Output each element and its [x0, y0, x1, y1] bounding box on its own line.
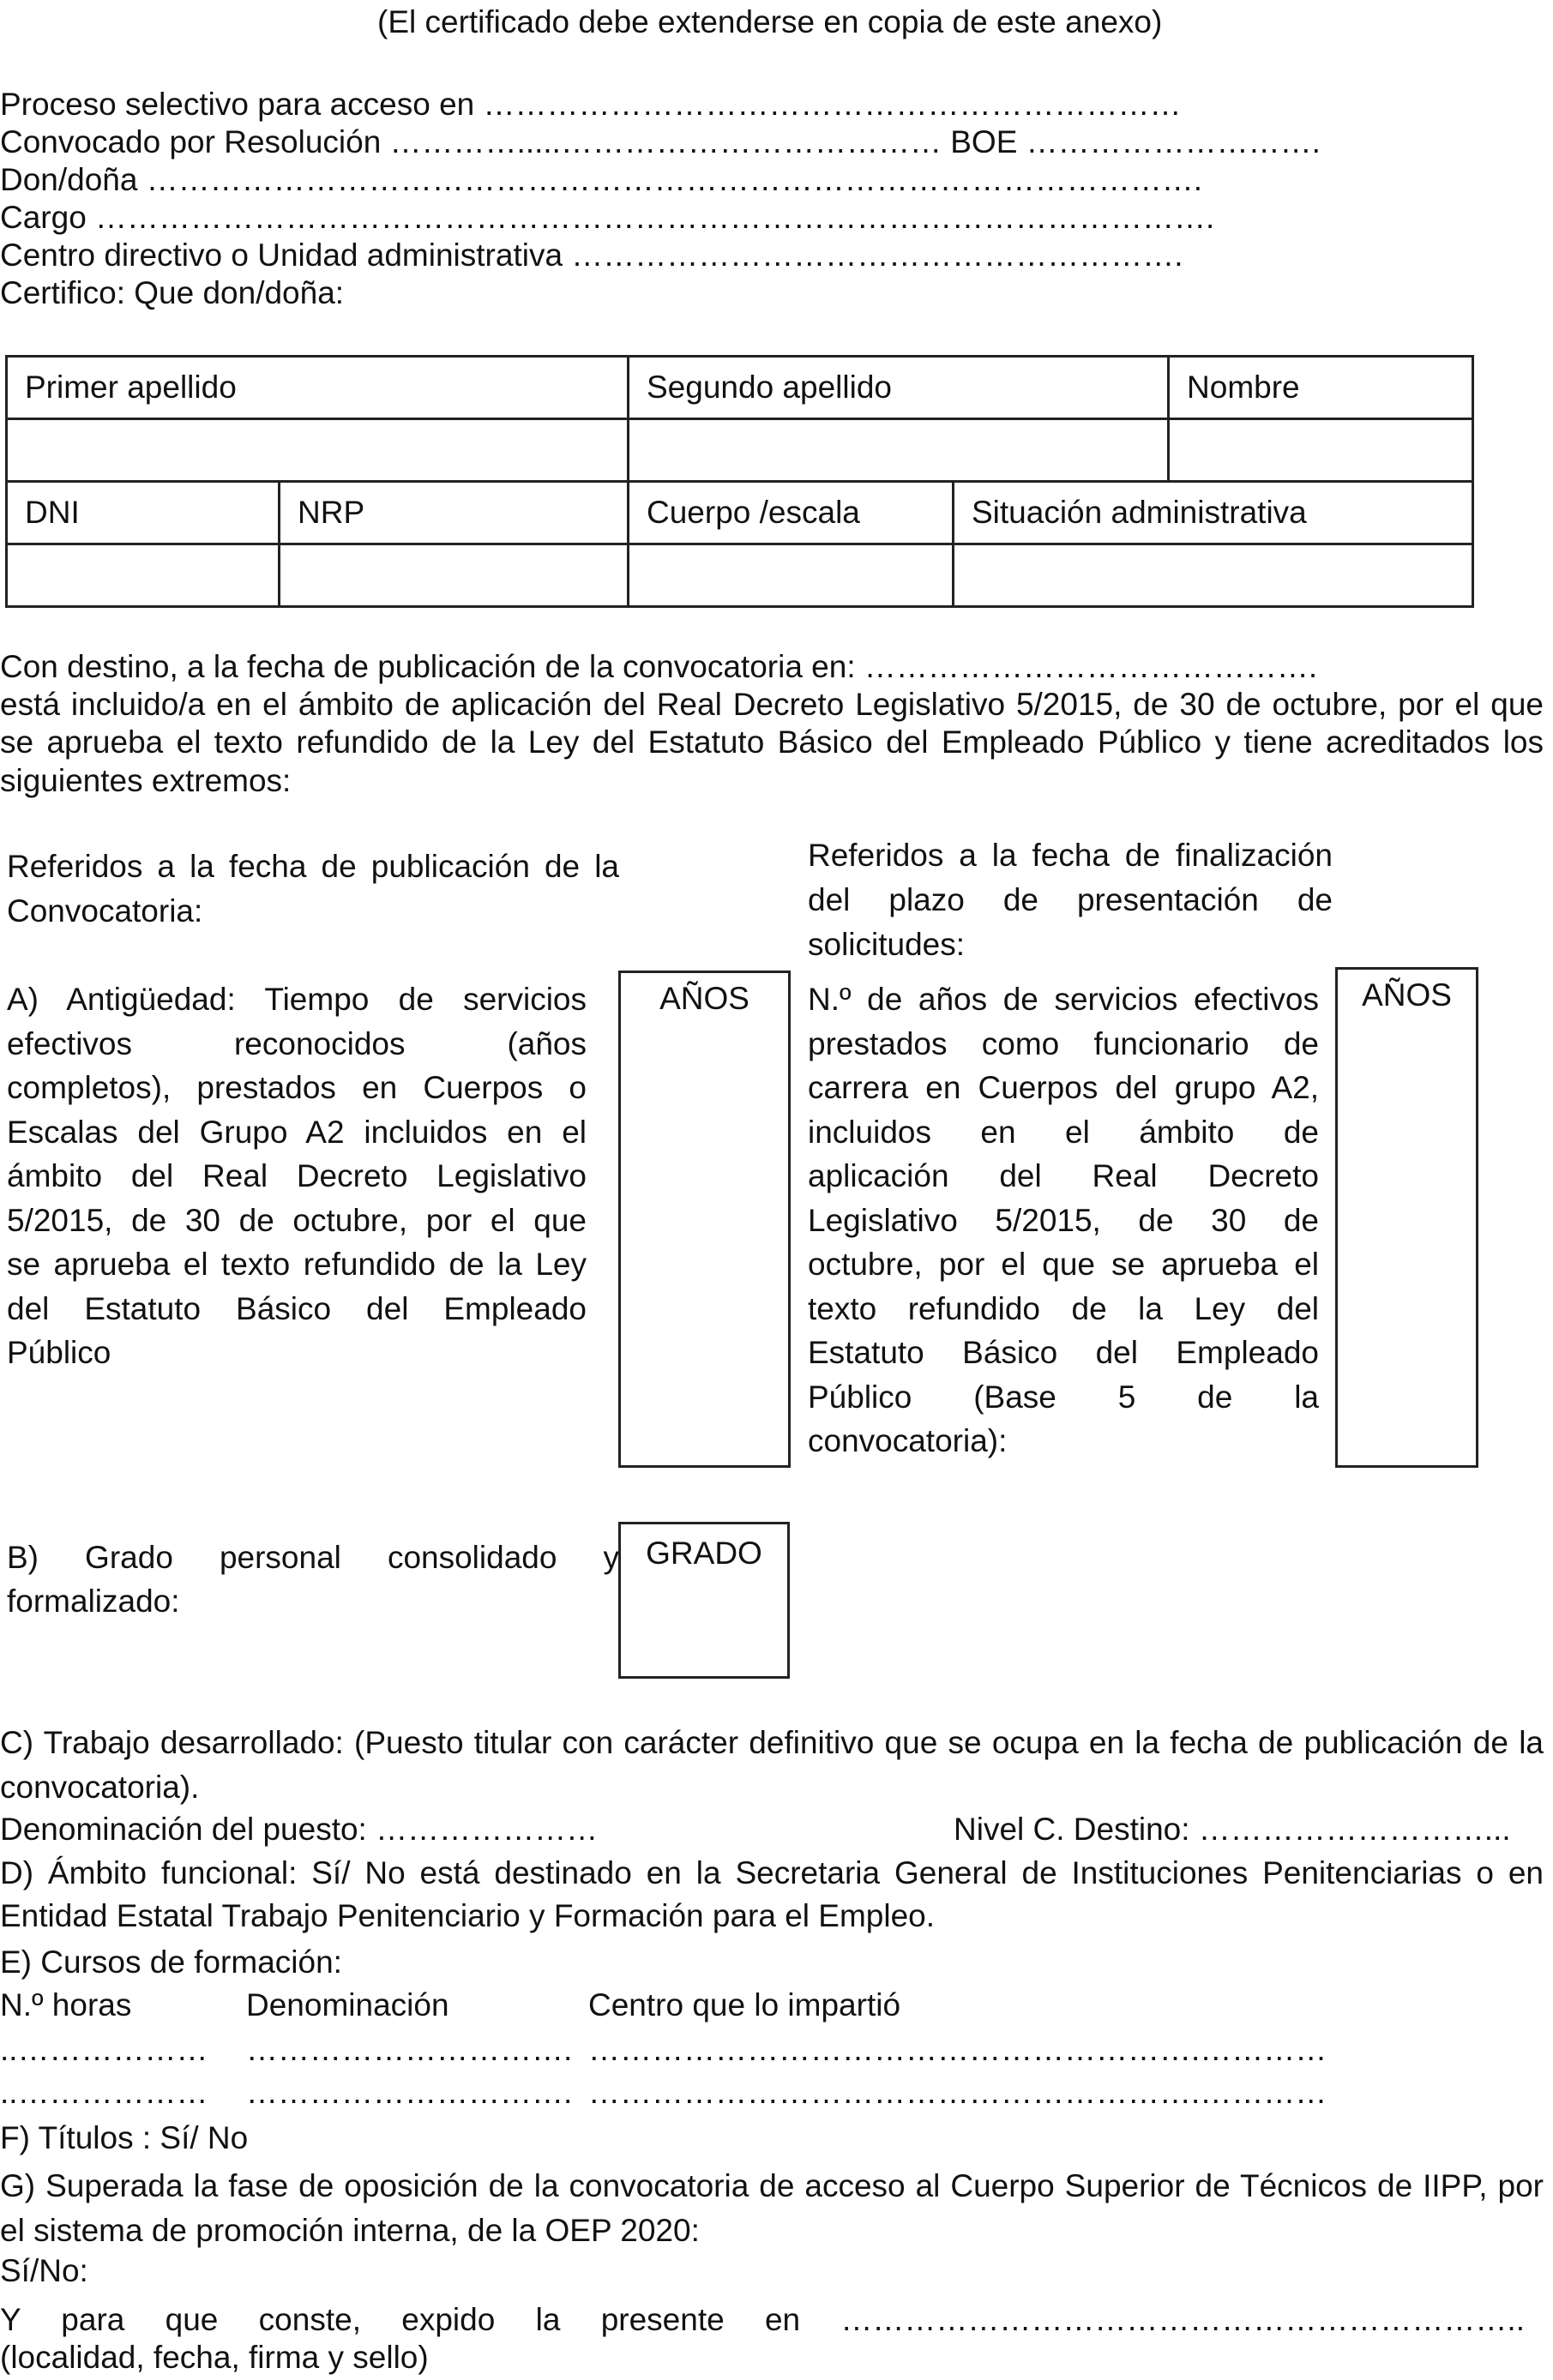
- section-f-text: F) Títulos : Sí/ No: [0, 2120, 249, 2155]
- field-proceso: Proceso selectivo para acceso en …………………………………………………………: [0, 87, 1182, 122]
- header-nombre: Nombre: [1169, 357, 1473, 419]
- section-a-line: se aprueba el texto refundido de la Ley: [7, 1247, 587, 1282]
- anos-box-left[interactable]: [618, 971, 791, 1468]
- destino-paragraph: está incluido/a en el ámbito de aplicación del Real Decreto Legislativo 5/2015, de 30 de octubre, por el que se aprueba el texto refundido de la Ley del Estatuto Básico del Empleado Público y tiene acreditados los siguientes extremos:: [0, 687, 1544, 798]
- section-a-right-line: octubre, por el que se aprueba el: [808, 1247, 1319, 1282]
- col-right-heading-line: Referidos a la fecha de finalización: [808, 838, 1333, 873]
- input-situacion-administrativa[interactable]: [954, 544, 1473, 607]
- col-right-heading-line: solicitudes:: [808, 927, 966, 962]
- courses-header-horas: N.º horas: [0, 1987, 132, 2022]
- destino-line: Con destino, a la fecha de publicación de la convocatoria en: …………………………………….: [0, 649, 1318, 684]
- courses-header-denominacion: Denominación: [246, 1987, 449, 2022]
- course-row-1-horas: ..………………: [0, 2032, 208, 2067]
- section-e-title: E) Cursos de formación:: [0, 1944, 342, 1980]
- courses-header-centro: Centro que lo impartió: [588, 1987, 901, 2022]
- section-a-right-line: prestados como funcionario de: [808, 1025, 1319, 1061]
- denominacion-field: Denominación del puesto: …………………: [0, 1812, 599, 1847]
- anos-label: AÑOS: [659, 981, 749, 1016]
- col-right-heading-line: del plazo de presentación de: [808, 882, 1333, 917]
- course-row-2-horas: ..………………: [0, 2075, 208, 2110]
- section-g-answer: Sí/No:: [0, 2253, 88, 2288]
- header-note: (El certificado debe extenderse en copia de este anexo): [377, 4, 1163, 39]
- header-situacion-administrativa: Situación administrativa: [954, 482, 1473, 544]
- input-nombre[interactable]: [1169, 419, 1473, 482]
- grado-label: GRADO: [646, 1536, 762, 1571]
- id-table: [5, 355, 1474, 608]
- field-cargo: Cargo …………………………………………………………………………………………….: [0, 200, 1215, 235]
- header-primer-apellido: Primer apellido: [7, 357, 629, 419]
- section-a-right-line: Público (Base 5 de la: [808, 1379, 1319, 1415]
- field-convocado: Convocado por Resolución ………….....……………………………… BOE ……………………….: [0, 124, 1321, 159]
- section-a-right-text: [808, 977, 1319, 1463]
- closing-line: Y para que conste, expido la presente en ………………………………………………………..: [0, 2302, 1525, 2337]
- section-a-text: [7, 977, 587, 1375]
- input-primer-apellido[interactable]: [7, 419, 629, 482]
- nivel-destino-field: Nivel C. Destino: ………………………...: [954, 1812, 1511, 1847]
- header-nrp: NRP: [280, 482, 629, 544]
- anos-label-right: AÑOS: [1362, 977, 1452, 1013]
- section-a-right-line: carrera en Cuerpos del grupo A2,: [808, 1070, 1319, 1105]
- input-nrp[interactable]: [280, 544, 629, 607]
- section-a-line: efectivos reconocidos (años: [7, 1025, 587, 1061]
- section-g-text: G) Superada la fase de oposición de la convocatoria de acceso al Cuerpo Superior de Técnicos de IIPP, por el sistema de promoción interna, de la OEP 2020:: [0, 2168, 1544, 2248]
- section-a-line: ámbito del Real Decreto Legislativo: [7, 1158, 587, 1193]
- header-segundo-apellido: Segundo apellido: [629, 357, 1169, 419]
- input-cuerpo-escala[interactable]: [629, 544, 954, 607]
- course-row-2-denominacion: ………………………….: [246, 2075, 573, 2110]
- field-don: Don/doña ……………………………………………………………………………………….: [0, 162, 1203, 197]
- section-a-line: completos), prestados en Cuerpos o: [7, 1070, 587, 1105]
- field-certifico: Certifico: Que don/doña:: [0, 275, 345, 310]
- closing-text: [0, 2301, 1525, 2377]
- input-dni[interactable]: [7, 544, 280, 607]
- col-left-heading: Referidos a la fecha de publicación de la Convocatoria:: [7, 849, 619, 929]
- section-a-right-line: incluidos en el ámbito de: [808, 1114, 1319, 1150]
- closing-line: (localidad, fecha, firma y sello): [0, 2340, 429, 2376]
- section-a-line: del Estatuto Básico del Empleado: [7, 1290, 587, 1326]
- section-c-text: C) Trabajo desarrollado: (Puesto titular con carácter definitivo que se ocupa en la fecha de publicación de la convocatoria).: [0, 1725, 1544, 1805]
- section-b-line: B) Grado personal consolidado y: [7, 1540, 619, 1575]
- col-right-heading: [808, 833, 1333, 967]
- header-dni: DNI: [7, 482, 280, 544]
- input-segundo-apellido[interactable]: [629, 419, 1169, 482]
- section-a-right-line: N.º de años de servicios efectivos: [808, 982, 1319, 1017]
- course-row-1-denominacion: ………………………….: [246, 2032, 573, 2067]
- section-d-text: D) Ámbito funcional: Sí/ No está destinado en la Secretaria General de Instituciones Penitenciarias o en Entidad Estatal Trabajo Penitenciario y Formación para el Empleo.: [0, 1855, 1544, 1933]
- section-a-right-line: texto refundido de la Ley del: [808, 1290, 1319, 1326]
- section-a-right-line: convocatoria):: [808, 1423, 1008, 1458]
- section-a-line: A) Antigüedad: Tiempo de servicios: [7, 982, 587, 1017]
- course-row-2-centro: ………………………………………………….…………: [588, 2075, 1327, 2110]
- section-b-text: [7, 1536, 619, 1623]
- field-centro: Centro directivo o Unidad administrativa ………………………………………………….: [0, 237, 1183, 273]
- section-a-right-line: Estatuto Básico del Empleado: [808, 1335, 1319, 1370]
- anos-box-right[interactable]: [1335, 967, 1478, 1468]
- section-b-line: formalizado:: [7, 1584, 180, 1619]
- header-cuerpo-escala: Cuerpo /escala: [629, 482, 954, 544]
- section-a-line: 5/2015, de 30 de octubre, por el que: [7, 1202, 587, 1238]
- section-a-line: Escalas del Grupo A2 incluidos en el: [7, 1114, 587, 1150]
- course-row-1-centro: ………………………………………………….…………: [588, 2032, 1327, 2067]
- section-a-right-line: aplicación del Real Decreto: [808, 1158, 1319, 1193]
- section-a-line: Público: [7, 1335, 111, 1370]
- section-a-right-line: Legislativo 5/2015, de 30 de: [808, 1202, 1319, 1238]
- grado-box[interactable]: [618, 1522, 790, 1679]
